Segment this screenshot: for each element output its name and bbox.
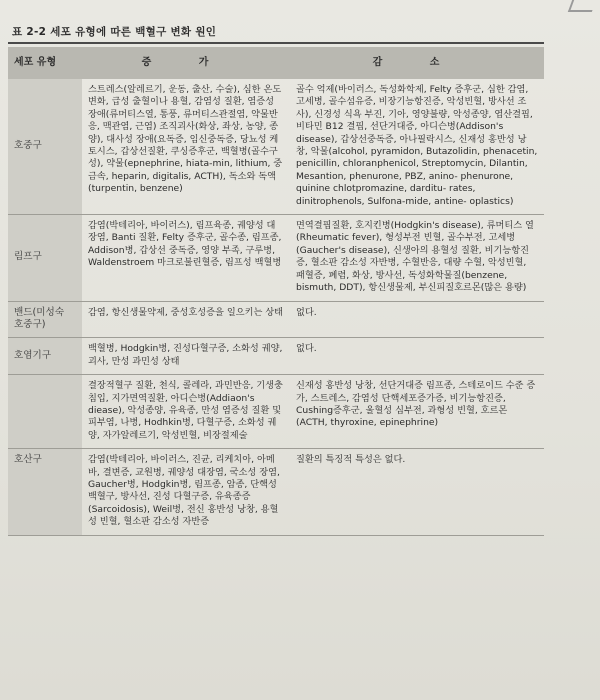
table-header-row: [8, 47, 544, 79]
cell-type: [8, 375, 82, 449]
table-row: [8, 79, 544, 215]
cell-decrease: 없다.: [290, 301, 544, 338]
cell-increase: 감염, 항신생물약제, 중성호성증을 일으키는 상태: [82, 301, 290, 338]
header-cell-type: 세포 유형: [8, 47, 82, 79]
page-corner-mark: [568, 0, 596, 12]
cell-type: 림프구: [8, 215, 82, 301]
cell-decrease: 신재성 홍반성 낭창, 선단거대증 림프종, 스테로이드 수준 증가, 스트레스, 감염성 단핵세포증가증, 비기능항진증, Cushing증후군, 울혈성 심부전, 과형성 빈혈, 호르몬(ACTH, thyroxine, epinephrine): [290, 375, 544, 449]
header-cell-increase: 증 가: [82, 47, 290, 79]
cell-increase: 백혈병, Hodgkin병, 진성다혈구증, 소화성 궤양, 괴사, 만성 과민성 상태: [82, 338, 290, 375]
cell-decrease: 질환의 특징적 특성은 없다.: [290, 449, 544, 535]
table-row: [8, 375, 544, 449]
table-row: [8, 338, 544, 375]
cell-type: 호산구: [8, 449, 82, 535]
cell-type: 호염기구: [8, 338, 82, 375]
cell-decrease: 없다.: [290, 338, 544, 375]
cell-decrease: 면역결핍질환, 호지킨병(Hodgkin's disease), 류머티스 열(Rheumatic fever), 형성부전 빈혈, 골수부전, 고세병(Gaucher's disease), 신생아의 용혈성 질환, 비기능항진증, 혈소판 감소성 자반병, 수혈반응, 대량 수혈, 악성빈혈, 패혈증, 폐렴, 화상, 방사선, 독성화학물질(benzene, bismuth, DDT), 항신생물제, 부신피질호르몬(많은 용량): [290, 215, 544, 301]
table-row: [8, 449, 544, 535]
cell-increase: 결장적혈구 질환, 천식, 콜레라, 과민반응, 기생충 침입, 지가면역질환, 아디슨병(Addiaon's diease), 악성종양, 유육종, 만성 염증성 질환 및 피부염, 나병, Hodhkin병, 다혈구증, 소화성 궤양, 자가알레르기, 악성빈혈, 비장절제술: [82, 375, 290, 449]
wbc-change-table: [8, 47, 544, 536]
cell-decrease: 골수 억제(바이러스, 독성화학제, Felty 증후군, 심한 감염, 고세병, 골수섬유증, 비장기능항진증, 악성빈혈, 방사선 조사), 신경성 식욕 부진, 기아, 영양불량, 악성종양, 엽산결핍, 비타민 B12 결핍, 선단거대증, 아디슨병(Addison's disease), 갑상선중독증, 아나필락시스, 신재성 홍반성 낭창, 악물(alcohol, pyramidon, Butazolidin, phenacetin, penicillin, chloranphenicol, Streptomycin, Dilantin, Mesantion, phenurone, PBZ, anino- phenurone, quinine chlotpromazine, darditu- rates, dinitrophenols, Sulfona-mide, antine- oplastics): [290, 79, 544, 215]
table-row: [8, 301, 544, 338]
table-top-rule: [8, 42, 544, 44]
table-row: [8, 215, 544, 301]
cell-type: 호중구: [8, 79, 82, 215]
cell-type: 밴드(미성숙 호중구): [8, 301, 82, 338]
cell-increase: 스트레스(알레르기, 운동, 출산, 수술), 심한 온도 변화, 급성 출혈이나 용혈, 감염성 질환, 염증성 장애(류머티스열, 통풍, 류머티스관절염, 약물반응, 맥관염, 근염) 조직괴사(화상, 좌상, 농양, 종양), 대사성 장애(요독증, 임신중독증, 당뇨성 케토시스, 갑상선질환, 쿠싱증후군, 백혈병(골수구성), 약물(epnephrine, hiata-min, lithium, 중금속, heparin, digitalis, ACTH), 독소와 독액(turpentin, benzene): [82, 79, 290, 215]
cell-increase: 감염(박테리아, 바이러스, 진균, 리케치아, 아메바, 결변증, 교원병, 궤양성 대장염, 국소성 장염, Gaucher병, Hodgkin병, 림프종, 암종, 단핵성 백혈구, 방사선, 진성 다혈구증, 유육종증(Sarcoidosis), Weil병, 전신 홍반성 낭창, 용혈성 빈혈, 혈소판 감소성 자반증: [82, 449, 290, 535]
table-caption: 표 2-2 세포 유형에 따른 백혈구 변화 원인: [12, 26, 217, 38]
header-cell-decrease: 감 소: [290, 47, 544, 79]
cell-increase: 감염(박테리아, 바이러스), 림프육종, 궤양성 대장염, Banti 질환, Felty 증후군, 골수종, 림프종, Addison병, 갑상선 중독증, 영양 부족, 구루병, Waldenstroem 마크로불린혈증, 림프성 백혈병: [82, 215, 290, 301]
